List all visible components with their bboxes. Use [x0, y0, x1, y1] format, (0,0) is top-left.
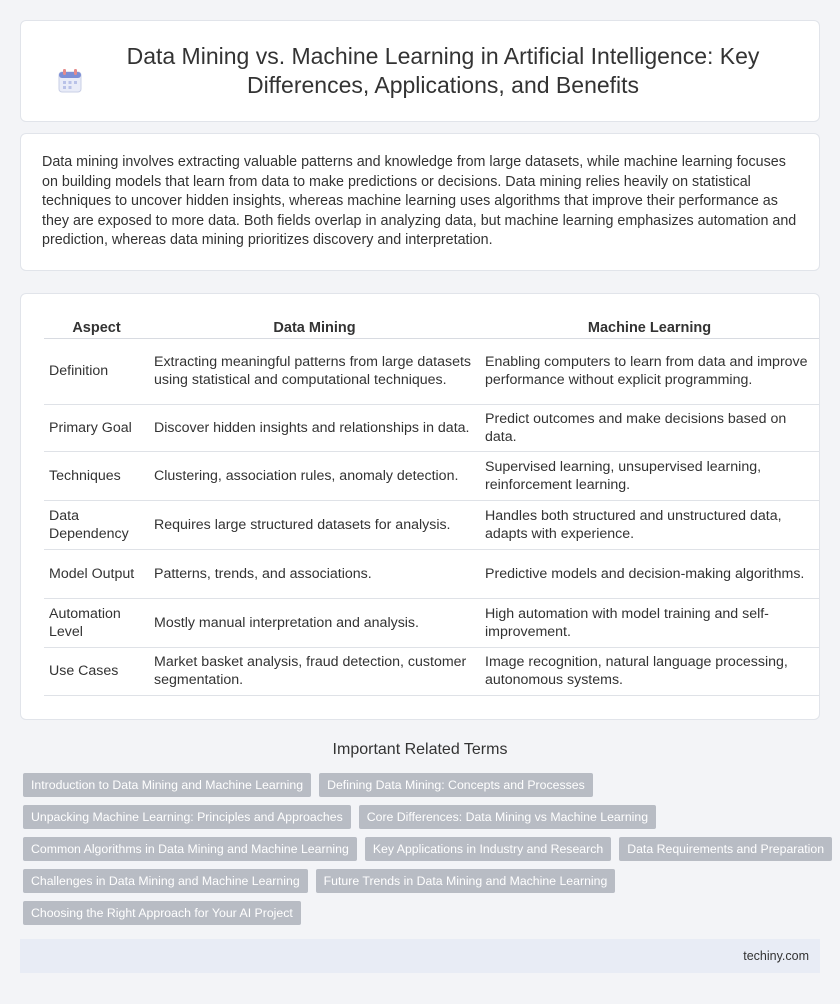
- related-term-tag[interactable]: Future Trends in Data Mining and Machine Learning: [316, 869, 616, 893]
- table-cell: Supervised learning, unsupervised learning, reinforcement learning.: [480, 451, 819, 500]
- table-cell: Mostly manual interpretation and analysis.: [149, 598, 480, 647]
- related-terms-list: [23, 773, 823, 933]
- table-row: [44, 647, 819, 695]
- table-cell: Image recognition, natural language processing, autonomous systems.: [480, 647, 819, 695]
- column-header: Machine Learning: [480, 312, 819, 338]
- related-term-tag[interactable]: Challenges in Data Mining and Machine Learning: [23, 869, 308, 893]
- table-row: [44, 500, 819, 549]
- footer-bar: [20, 939, 820, 973]
- title-card: [20, 20, 820, 122]
- table-cell-aspect: Techniques: [44, 451, 149, 500]
- table-cell-aspect: Data Dependency: [44, 500, 149, 549]
- related-term-tag[interactable]: Data Requirements and Preparation: [619, 837, 832, 861]
- table-cell: Market basket analysis, fraud detection, customer segmentation.: [149, 647, 480, 695]
- table-cell: Predictive models and decision-making algorithms.: [480, 549, 819, 598]
- tag-row: [23, 869, 823, 893]
- table-cell: High automation with model training and self-improvement.: [480, 598, 819, 647]
- table-cell-aspect: Primary Goal: [44, 404, 149, 451]
- table-cell: Patterns, trends, and associations.: [149, 549, 480, 598]
- related-term-tag[interactable]: Introduction to Data Mining and Machine Learning: [23, 773, 311, 797]
- intro-card: [20, 133, 820, 271]
- table-cell: Clustering, association rules, anomaly detection.: [149, 451, 480, 500]
- tag-row: [23, 773, 823, 797]
- table-cell-aspect: Automation Level: [44, 598, 149, 647]
- intro-paragraph: Data mining involves extracting valuable patterns and knowledge from large datasets, while machine learning focuses on building models that learn from data to make predictions or decisions. Data mining relies heavily on statistical techniques to uncover hidden insights, whereas machine learning uses algorithms that improve their performance as they are exposed to more data. Both fields overlap in analyzing data, but machine learning emphasizes automation and prediction, whereas data mining prioritizes discovery and interpretation.: [42, 154, 797, 249]
- table-header-row: [44, 312, 819, 338]
- column-header: Data Mining: [149, 312, 480, 338]
- table-cell: Enabling computers to learn from data and improve performance without explicit programming.: [480, 338, 819, 404]
- related-term-tag[interactable]: Defining Data Mining: Concepts and Processes: [319, 773, 593, 797]
- table-row: [44, 549, 819, 598]
- related-terms-heading: Important Related Terms: [332, 741, 508, 758]
- table-row: [44, 404, 819, 451]
- table-cell: Extracting meaningful patterns from large datasets using statistical and computational techniques.: [149, 338, 480, 404]
- related-term-tag[interactable]: Key Applications in Industry and Research: [365, 837, 611, 861]
- site-name[interactable]: techiny.com: [743, 949, 809, 963]
- table-cell-aspect: Model Output: [44, 549, 149, 598]
- table-cell: Handles both structured and unstructured data, adapts with experience.: [480, 500, 819, 549]
- tag-row: [23, 901, 823, 925]
- table-row: [44, 598, 819, 647]
- table-cell-aspect: Use Cases: [44, 647, 149, 695]
- table-cell-aspect: Definition: [44, 338, 149, 404]
- tag-row: [23, 805, 823, 829]
- tag-row: [23, 837, 823, 861]
- table-cell: Discover hidden insights and relationships in data.: [149, 404, 480, 451]
- comparison-table: [44, 312, 819, 696]
- table-cell: Requires large structured datasets for analysis.: [149, 500, 480, 549]
- table-row: [44, 451, 819, 500]
- related-term-tag[interactable]: Unpacking Machine Learning: Principles and Approaches: [23, 805, 351, 829]
- table-row: [44, 338, 819, 404]
- calendar-icon: [57, 68, 83, 94]
- comparison-card: [20, 293, 820, 720]
- column-header: Aspect: [44, 312, 149, 338]
- related-term-tag[interactable]: Core Differences: Data Mining vs Machine Learning: [359, 805, 656, 829]
- related-term-tag[interactable]: Choosing the Right Approach for Your AI Project: [23, 901, 301, 925]
- table-cell: Predict outcomes and make decisions based on data.: [480, 404, 819, 451]
- related-term-tag[interactable]: Common Algorithms in Data Mining and Machine Learning: [23, 837, 357, 861]
- page-title: Data Mining vs. Machine Learning in Artificial Intelligence: Key Differences, Applications, and Benefits: [126, 43, 760, 98]
